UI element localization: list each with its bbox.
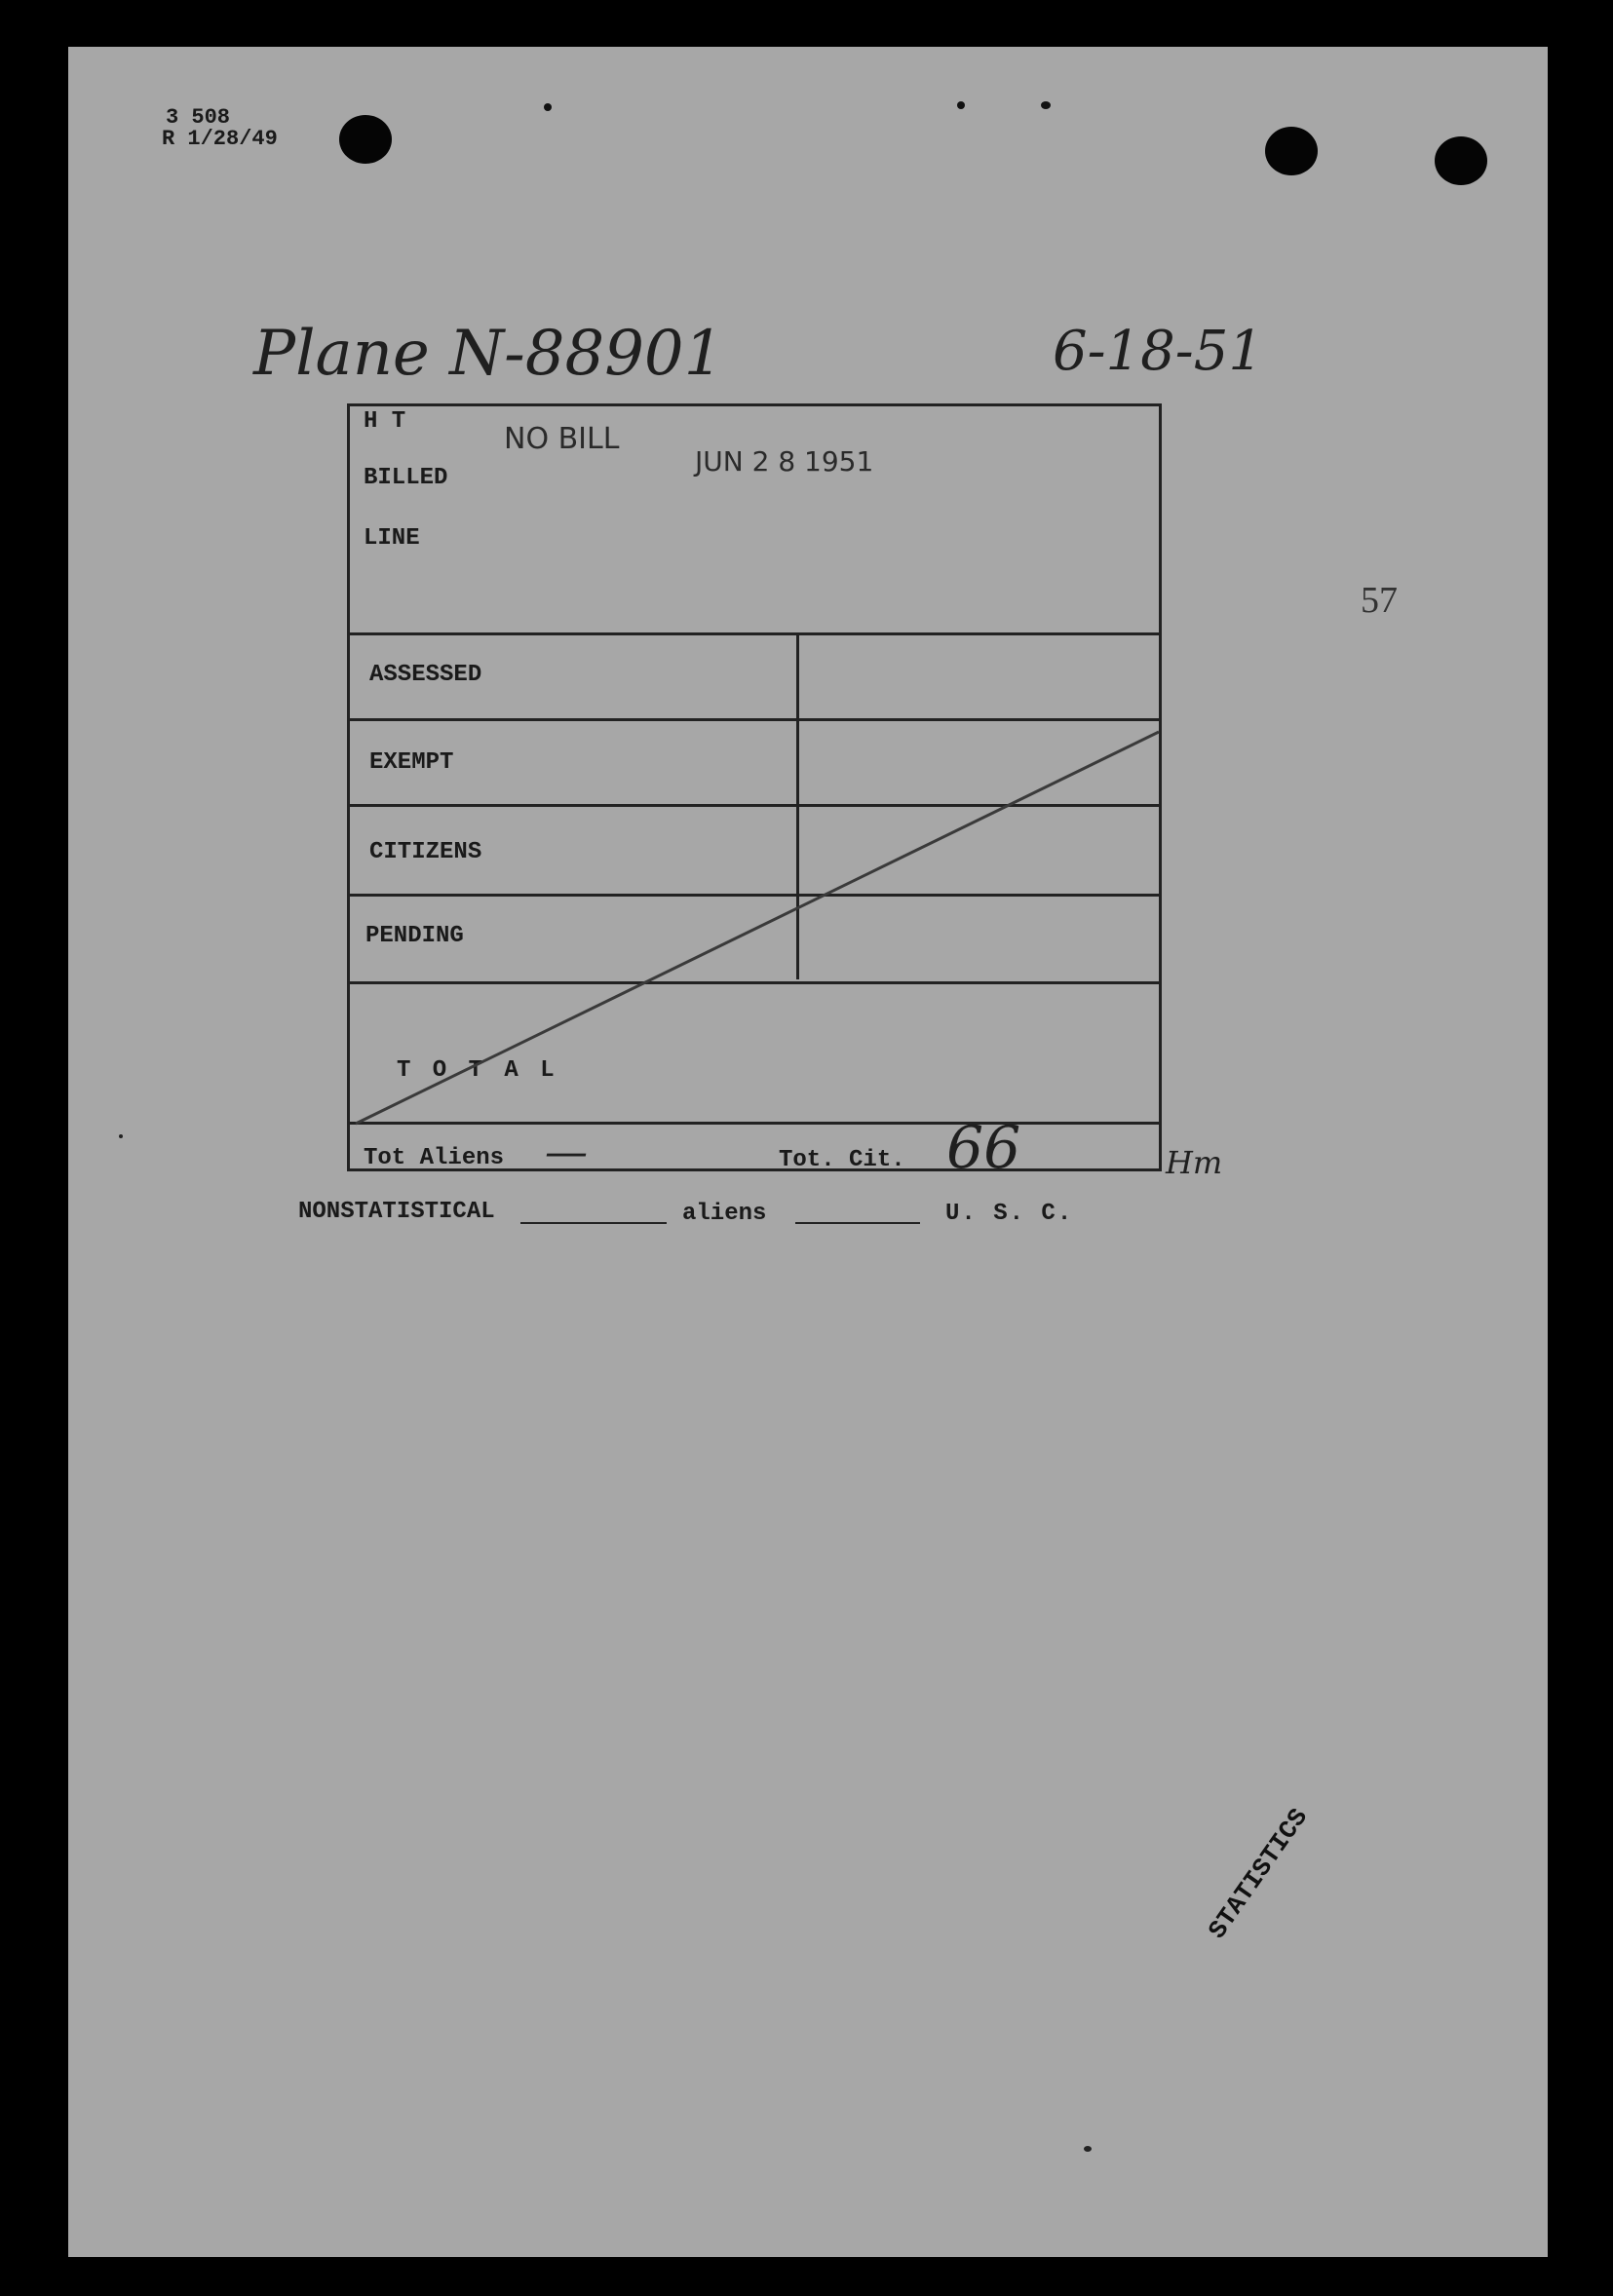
tot-aliens-dash: — <box>545 1128 588 1177</box>
assessed-label: ASSESSED <box>369 662 482 688</box>
aliens-blank <box>795 1222 920 1224</box>
speck-mark <box>119 1134 123 1138</box>
speck-mark <box>544 103 552 111</box>
speck-mark <box>1084 2146 1092 2152</box>
aliens-label: aliens <box>682 1201 767 1227</box>
tot-cit-value-handwritten: 66 <box>946 1114 1021 1182</box>
speck-mark <box>1041 101 1051 109</box>
tot-aliens-label: Tot Aliens <box>364 1145 505 1171</box>
speck-mark <box>957 101 965 109</box>
no-bill-stamp: NO BILL <box>504 422 620 456</box>
line-label: LINE <box>364 525 420 552</box>
exempt-label: EXEMPT <box>369 749 454 776</box>
received-date-stamp: JUN 2 8 1951 <box>695 445 874 478</box>
punch-hole-middle <box>1265 127 1318 175</box>
page-number: 57 <box>1361 580 1398 621</box>
punch-hole-right <box>1435 136 1487 185</box>
pending-label: PENDING <box>365 923 464 949</box>
punch-hole-left <box>339 115 392 164</box>
initials-handwritten: Hm <box>1166 1144 1223 1181</box>
total-label: T O T A L <box>397 1057 558 1084</box>
corner-notation-line1: 3 508 <box>166 105 231 130</box>
nonstatistical-blank <box>520 1222 667 1224</box>
statistics-stamp: STATISTICS <box>1203 1803 1315 1945</box>
billed-label: BILLED <box>364 465 448 491</box>
manifest-form-box <box>347 403 1162 1182</box>
diagonal-strike-line <box>350 406 1165 1174</box>
date-handwritten: 6-18-51 <box>1053 320 1263 383</box>
citizens-label: CITIZENS <box>369 839 482 865</box>
plane-number-handwritten: Plane N-88901 <box>253 318 724 390</box>
document-page <box>68 47 1548 2257</box>
ht-label: H T <box>364 408 406 435</box>
tot-cit-label: Tot. Cit. <box>779 1147 905 1173</box>
nonstatistical-label: NONSTATISTICAL <box>298 1199 495 1225</box>
corner-notation-line2: R 1/28/49 <box>162 127 278 151</box>
usc-label: U. S. C. <box>945 1201 1074 1227</box>
